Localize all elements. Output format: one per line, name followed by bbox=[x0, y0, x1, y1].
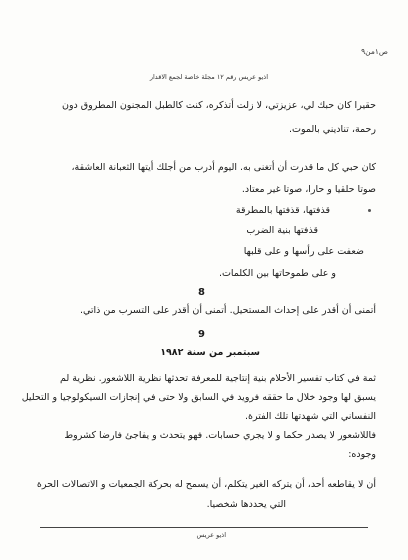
running-title: اذيو عريس رقم ١٢ مجلة خاصة لجمع الاقدار bbox=[149, 73, 268, 81]
paragraph-line: قذفتها بنية الضرب bbox=[246, 225, 318, 236]
section-number: 9 bbox=[198, 329, 205, 340]
paragraph-line: صوتا حلقيا و حارا، صوتا غير معتاد. bbox=[241, 184, 376, 195]
section-heading: سبتمبر من سنة ١٩٨٢ bbox=[160, 347, 260, 358]
paragraph-line: ثمة في كتاب تفسير الأحلام بنية إنتاجية للمعرفة تحدثها نظرية اللاشعور. نظرية لم bbox=[60, 373, 376, 384]
footer-text: اذيو عريس bbox=[196, 531, 226, 539]
paragraph-line: رحمة، تناديني بالموت. bbox=[288, 124, 376, 135]
paragraph-line: كان حبي كل ما قدرت أن أتغنى به. اليوم أدرب من أجلك أيتها الثعبانة العاشقة، bbox=[71, 162, 376, 173]
footer-rule bbox=[40, 527, 368, 528]
page-number: ص١من٩ bbox=[361, 47, 388, 56]
stray-mark bbox=[368, 209, 371, 212]
paragraph-line: وجوده: bbox=[348, 449, 376, 460]
paragraph-line: و على طموحاتها بين الكلمات. bbox=[218, 268, 336, 279]
paragraph-line: فاللاشعور لا يصدر حكما و لا يجري حسابات. فهو يتحدث و يفاجئ فارضا كشروط bbox=[64, 430, 376, 441]
paragraph-line: قذفتها، قذفتها بالمطرقة bbox=[235, 205, 330, 216]
paragraph-line: النفساني التي شهدتها تلك الفترة. bbox=[244, 411, 376, 422]
paragraph-line: يسبق لها وجود خلال ما حققه فرويد في السابق ولا حتى في إنجازات السيكولوجيا و التحليل bbox=[21, 392, 376, 403]
section-number: 8 bbox=[198, 287, 205, 298]
paragraph-line: أتمنى أن أقدر على إحداث المستحيل. أتمنى أن أقدر على التسرب من ذاتي. bbox=[79, 305, 376, 316]
paragraph-line: أن لا يقاطعه أحد، أن يتركه الغير يتكلم، أن يسمح له بحركة الجمعيات و الاتصالات الحرة bbox=[36, 479, 376, 490]
paragraph-line: التي يحددها شخصيا. bbox=[206, 499, 286, 510]
paragraph-line: ضعفت على رأسها و على قلبها bbox=[243, 246, 364, 257]
paragraph-line: حقيرا كان حبك لي، عزيزتي، لا زلت أتذكره، كنت كالطبل المجنون المطروق دون bbox=[61, 100, 376, 111]
